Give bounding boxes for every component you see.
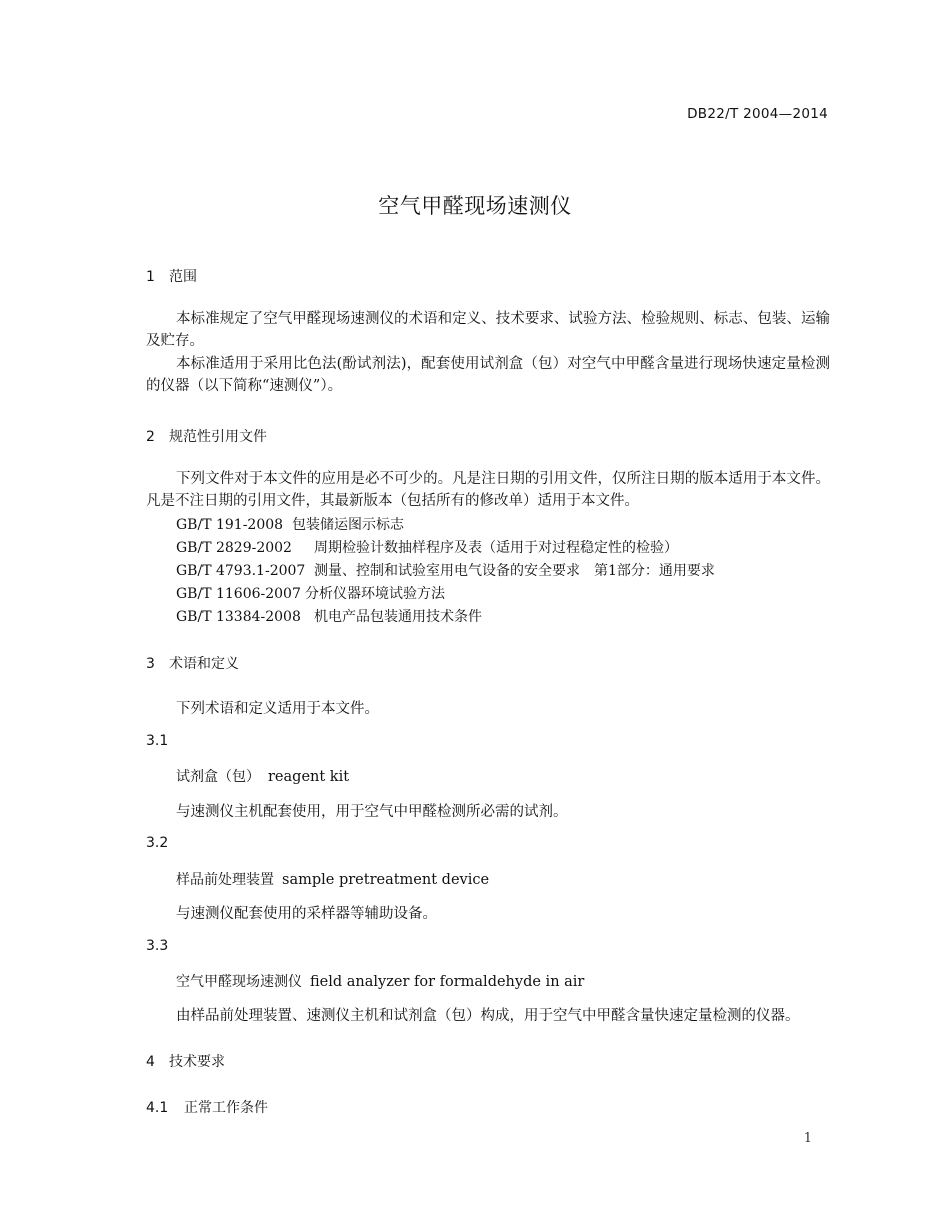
reference-item: [176, 514, 404, 534]
term-name: [176, 869, 489, 889]
term-number: 3.2: [146, 835, 169, 851]
term-definition: 与速测仪主机配套使用，用于空气中甲醛检测所必需的试剂。: [176, 804, 568, 820]
section-2-heading: [146, 426, 267, 446]
section-number: 4: [146, 1054, 155, 1070]
section-title: 规范性引用文件: [169, 429, 267, 445]
subsection-title: 正常工作条件: [184, 1100, 268, 1116]
reference-name: 分析仪器环境试验方法: [305, 586, 445, 602]
term-name-en: field analyzer for formaldehyde in air: [310, 974, 585, 990]
reference-code: GB/T 13384-2008: [176, 609, 301, 625]
term-number: 3.1: [146, 733, 169, 749]
reference-code: GB/T 4793.1-2007: [176, 563, 306, 579]
section-4-heading: [146, 1051, 225, 1071]
subsection-number: 4.1: [146, 1100, 169, 1116]
section-title: 术语和定义: [169, 656, 239, 672]
term-name-zh: 试剂盒（包）: [176, 769, 260, 785]
document-title: 空气甲醛现场速测仪: [378, 194, 572, 218]
reference-name: 周期检验计数抽样程序及表（适用于对过程稳定性的检验）: [314, 540, 678, 556]
section-number: 1: [146, 269, 155, 285]
term-name: [176, 766, 349, 786]
reference-item: [176, 560, 715, 580]
reference-name: 机电产品包装通用技术条件: [314, 609, 482, 625]
term-definition: 由样品前处理装置、速测仪主机和试剂盒（包）构成，用于空气中甲醛含量快速定量检测的仪器。: [176, 1008, 800, 1024]
term-name-zh: 样品前处理装置: [176, 872, 274, 888]
term-number: 3.3: [146, 938, 169, 954]
section-1-heading: [146, 266, 197, 286]
standard-code: DB22/T 2004—2014: [687, 106, 828, 122]
term-definition: 与速测仪配套使用的采样器等辅助设备。: [176, 906, 437, 922]
section-number: 2: [146, 429, 155, 445]
term-name-en: sample pretreatment device: [282, 872, 490, 888]
subsection-4-1-heading: [146, 1097, 268, 1117]
reference-item: [176, 537, 678, 557]
reference-item: [176, 606, 482, 626]
reference-code: GB/T 191-2008: [176, 517, 284, 533]
section-3-intro: 下列术语和定义适用于本文件。: [176, 701, 379, 717]
section-title: 范围: [169, 269, 197, 285]
reference-code: GB/T 11606-2007: [176, 586, 301, 602]
section-1-paragraph-2: 本标准适用于采用比色法(酚试剂法)，配套使用试剂盒（包）对空气中甲醛含量进行现场快速定量检测的仪器（以下简称“速测仪”）。: [146, 356, 830, 394]
term-name-en: reagent kit: [268, 769, 350, 785]
page-number: 1: [803, 1131, 812, 1146]
reference-code: GB/T 2829-2002: [176, 540, 292, 556]
section-1-paragraph-1: 本标准规定了空气甲醛现场速测仪的术语和定义、技术要求、试验方法、检验规则、标志、包装、运输及贮存。: [146, 311, 830, 349]
term-name-zh: 空气甲醛现场速测仪: [176, 974, 302, 990]
section-3-heading: [146, 653, 239, 673]
section-number: 3: [146, 656, 155, 672]
term-name: [176, 971, 584, 991]
reference-item: [176, 583, 445, 603]
section-2-intro: 下列文件对于本文件的应用是必不可少的。凡是注日期的引用文件，仅所注日期的版本适用于本文件。凡是不注日期的引用文件，其最新版本（包括所有的修改单）适用于本文件。: [146, 471, 830, 509]
reference-name: 测量、控制和试验室用电气设备的安全要求 第1部分：通用要求: [314, 563, 715, 579]
section-title: 技术要求: [169, 1054, 225, 1070]
reference-name: 包装储运图示标志: [292, 517, 404, 533]
